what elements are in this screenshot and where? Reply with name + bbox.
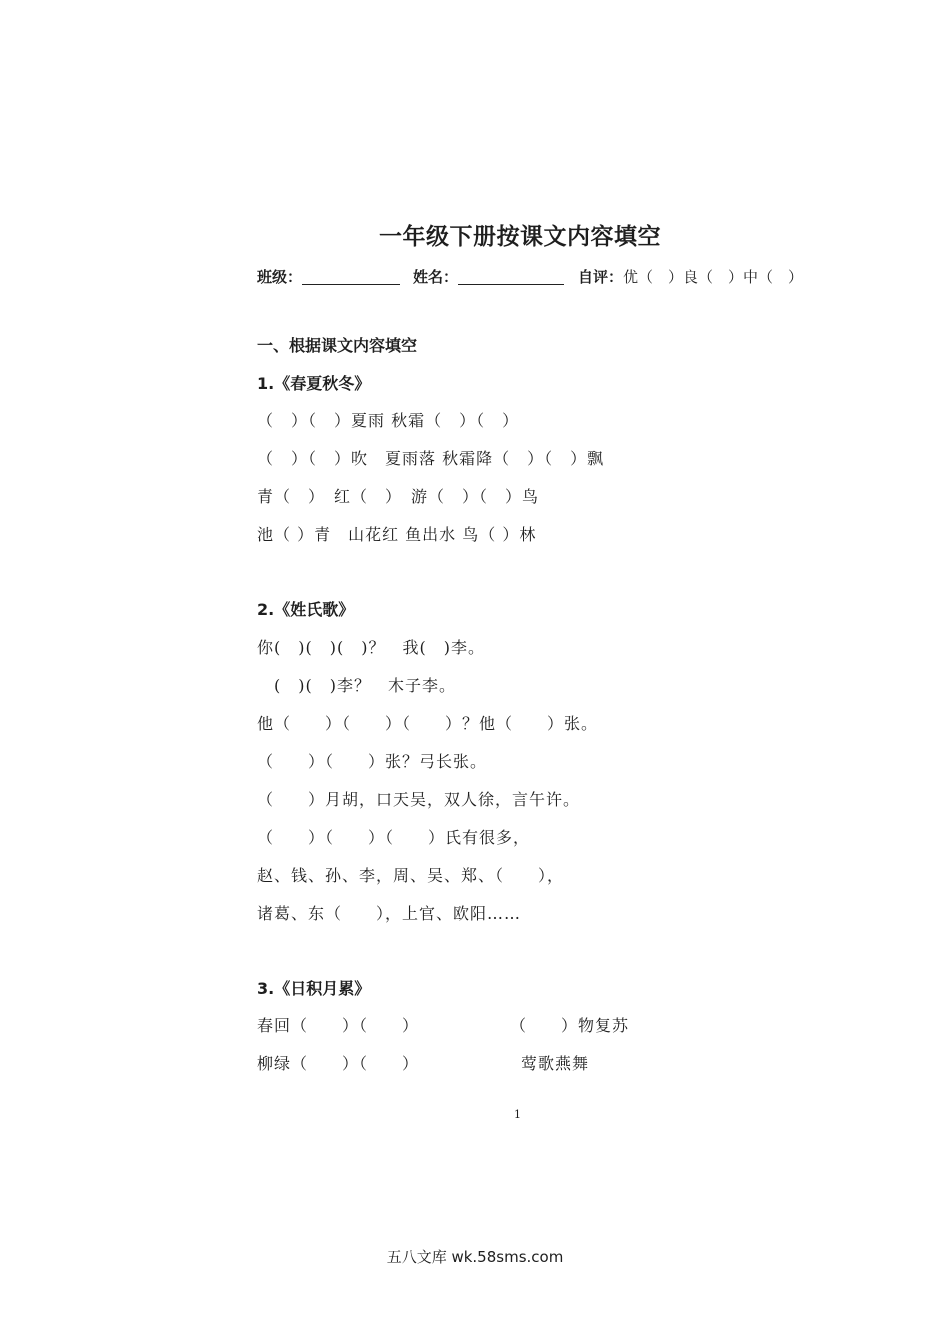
page-number: 1 [514,1108,521,1121]
lesson2-line: 诸葛、东（ ），上官、欧阳…… [257,904,522,923]
class-blank [302,284,400,285]
lesson2-line: 他（ ）（ ）（ ）？他（ ）张。 [257,714,599,733]
lesson1-line: 青（ ） 红（ ） 游（ ）（ ）鸟 [257,487,540,506]
page-title: 一年级下册按课文内容填空 [379,224,661,250]
lesson2-line: （ ）（ ）张？弓长张。 [257,752,488,771]
self-eval-label: 自评： [578,268,624,286]
lesson3-heading: 3.《日积月累》 [257,979,371,998]
part1-heading: 一、根据课文内容填空 [257,336,418,355]
lesson1-line: （ ）（ ）吹 夏雨落 秋霜降（ ）（ ）飘 [257,449,605,468]
lesson1-line: 池（ ）青 山花红 鱼出水 鸟（ ）林 [257,525,537,544]
lesson3-line-right: 莺歌燕舞 [521,1054,590,1073]
lesson2-line: 你( )( )( )？ 我( )李。 [257,638,485,657]
self-eval-field [578,266,803,287]
class-field [257,266,400,287]
lesson1-heading: 1.《春夏秋冬》 [257,374,371,393]
lesson1-line: （ ）（ ）夏雨 秋霜（ ）（ ） [257,411,520,430]
lesson2-line: （ ）月胡，口天吴，双人徐，言午许。 [257,790,581,809]
name-blank [458,284,564,285]
class-label: 班级： [257,268,303,286]
lesson2-line: ( )( )李？ 木子李。 [257,676,456,695]
lesson3-line-left: 春回（ ）（ ） [257,1016,420,1035]
lesson3-line-left: 柳绿（ ）（ ） [257,1054,420,1073]
name-field [413,266,564,287]
lesson2-heading: 2.《姓氏歌》 [257,600,355,619]
footer-watermark: 五八文库 wk.58sms.com [386,1248,564,1266]
lesson2-line: （ ）（ ）（ ）氏有很多， [257,828,531,847]
self-eval-options: 优（ ）良（ ）中（ ） [623,268,804,286]
name-label: 姓名： [413,268,459,286]
lesson2-line: 赵、钱、孙、李，周、吴、郑、（ ）， [257,866,565,885]
lesson3-line-right: （ ）物复苏 [510,1016,630,1035]
